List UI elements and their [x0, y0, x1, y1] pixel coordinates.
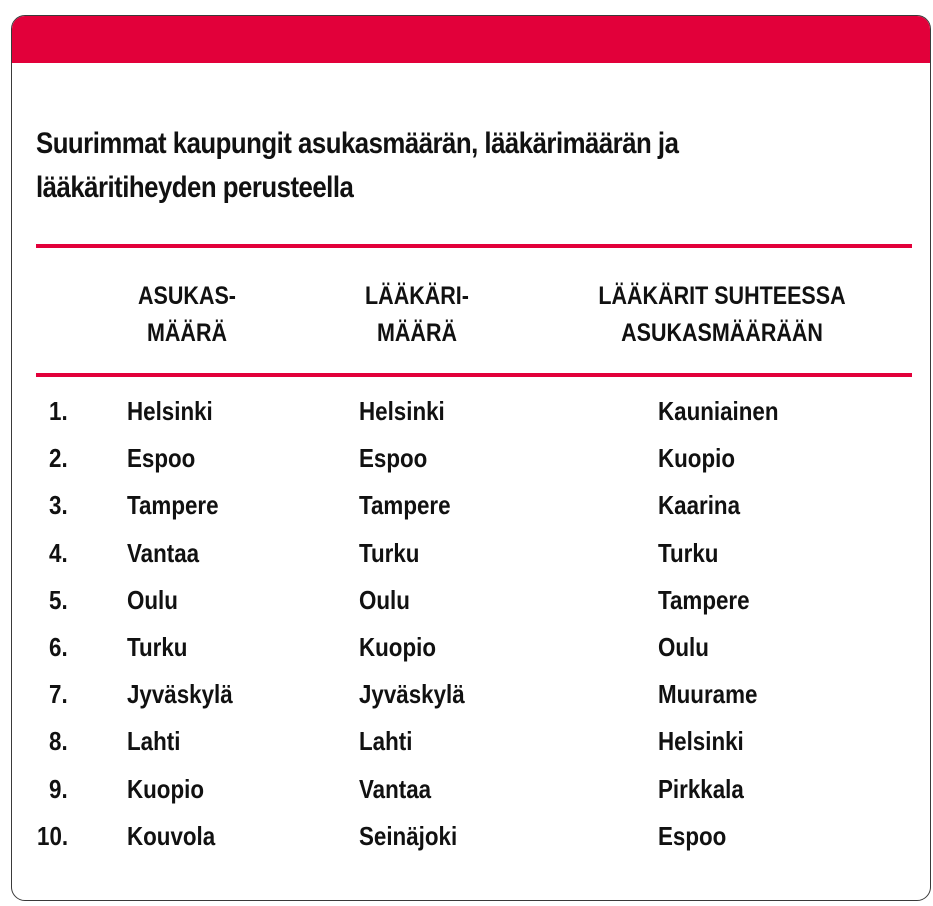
table-row: [12, 435, 930, 482]
rank-number: 5.: [49, 584, 68, 615]
population-city: Espoo: [127, 443, 196, 474]
ratio-city: Turku: [658, 537, 719, 568]
ratio-city: Pirkkala: [658, 773, 744, 804]
ratio-city: Kauniainen: [658, 396, 779, 426]
doctors-city: Jyväskylä: [359, 679, 465, 710]
rank-number: 2.: [49, 443, 68, 474]
population-city: Jyväskylä: [127, 679, 233, 710]
doctors-city: Seinäjoki: [359, 820, 458, 851]
population-city: Oulu: [127, 584, 178, 615]
ratio-city: Kaarina: [658, 490, 741, 521]
ratio-city: Tampere: [658, 584, 750, 615]
table-row: [12, 388, 930, 435]
population-city: Lahti: [127, 726, 181, 757]
ratio-city: Kuopio: [658, 443, 735, 474]
ratio-city: Espoo: [658, 820, 727, 851]
rank-number: 6.: [49, 631, 68, 662]
doctors-city: Oulu: [359, 584, 410, 615]
ratio-city: Muurame: [658, 679, 758, 710]
rank-number: 4.: [49, 537, 68, 568]
population-city: Kouvola: [127, 820, 216, 851]
doctors-city: Vantaa: [359, 773, 432, 804]
table-row: [12, 813, 930, 860]
doctors-city: Turku: [359, 537, 420, 568]
doctors-city: Helsinki: [359, 396, 445, 426]
ranking-table: [12, 388, 930, 860]
table-row: [12, 577, 930, 624]
column-header-doctors: LÄÄKÄRI- MÄÄRÄ: [365, 282, 469, 347]
population-city: Tampere: [127, 490, 219, 521]
population-city: Kuopio: [127, 773, 204, 804]
table-row: [12, 671, 930, 718]
header-top-divider: [36, 244, 912, 248]
population-city: Turku: [127, 631, 188, 662]
rank-number: 7.: [49, 679, 68, 710]
page-title: Suurimmat kaupungit asukasmäärän, lääkärimäärän ja lääkäritiheyden perusteella: [36, 127, 679, 204]
table-row: [12, 530, 930, 577]
ratio-city: Helsinki: [658, 726, 744, 757]
header-bottom-divider: [36, 373, 912, 377]
column-header-population: ASUKAS- MÄÄRÄ: [138, 282, 236, 347]
column-header-ratio: LÄÄKÄRIT SUHTEESSA ASUKASMÄÄRÄÄN: [598, 282, 846, 347]
infographic-card: [11, 15, 931, 901]
accent-bar: [12, 16, 930, 63]
rank-number: 3.: [49, 490, 68, 521]
rank-number: 8.: [49, 726, 68, 757]
population-city: Vantaa: [127, 537, 200, 568]
doctors-city: Espoo: [359, 443, 428, 474]
population-city: Helsinki: [127, 396, 213, 426]
doctors-city: Tampere: [359, 490, 451, 521]
table-row: [12, 766, 930, 813]
rank-number: 10.: [36, 820, 68, 851]
rank-number: 9.: [49, 773, 68, 804]
table-row: [12, 718, 930, 765]
table-row: [12, 482, 930, 529]
table-row: [12, 624, 930, 671]
rank-number: 1.: [49, 396, 68, 426]
ratio-city: Oulu: [658, 631, 709, 662]
doctors-city: Kuopio: [359, 631, 436, 662]
doctors-city: Lahti: [359, 726, 413, 757]
